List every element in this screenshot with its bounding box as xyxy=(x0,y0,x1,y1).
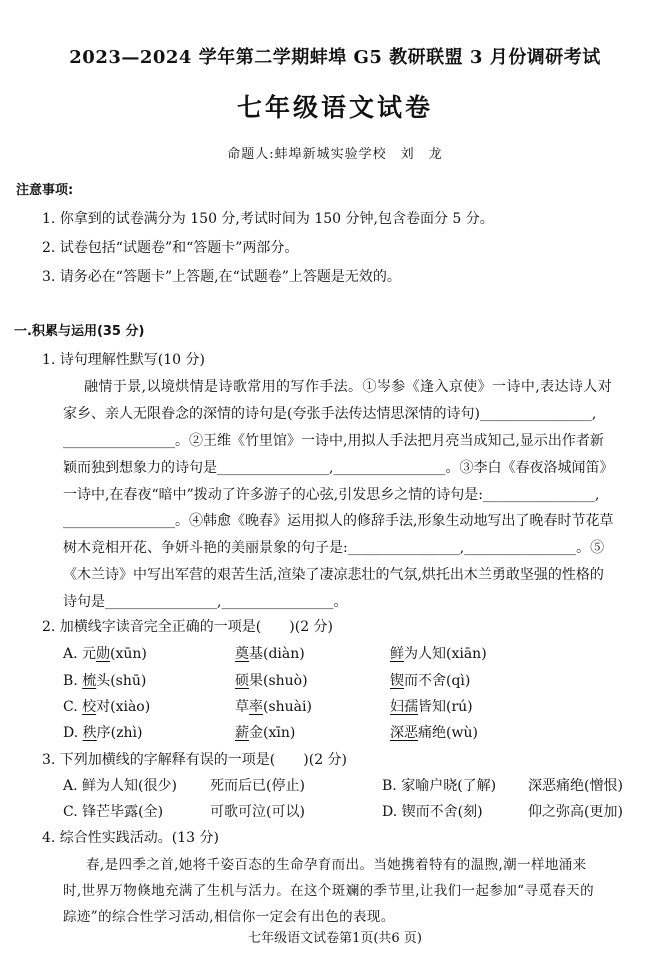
underlined-char: 奠 xyxy=(235,646,249,662)
underlined-char: 薪 xyxy=(235,725,249,741)
option-text-pre: 元 xyxy=(82,646,97,662)
option-text-post: 为人知(xiān) xyxy=(404,646,487,662)
option-text-post: 金(xīn) xyxy=(249,725,296,741)
q2-option-a-word3 xyxy=(390,645,487,663)
q1-line: 颖而独到想象力的诗句是________________,________________。③李白《春夜洛城闻笛》 xyxy=(63,460,614,476)
q1-line: 树木竞相开花、争妍斗艳的美丽景象的句子是:________________,________________。⑤ xyxy=(63,540,605,556)
q1-line: 一诗中,在春夜“暗中”拨动了许多游子的心弦,引发思乡之情的诗句是:________________, xyxy=(63,487,600,503)
q3-cell: D. 锲而不舍(刻) xyxy=(382,804,483,820)
underlined-char: 勋 xyxy=(96,646,111,662)
option-text-post: (xūn) xyxy=(110,646,147,662)
underlined-char: 锲 xyxy=(390,673,404,689)
option-text-post: 对(xiào) xyxy=(96,699,151,715)
q2-option-d-word3 xyxy=(390,724,478,742)
option-label: D. xyxy=(63,725,79,741)
q1-line: ________________。④韩愈《晚春》运用拟人的修辞手法,形象生动地写出了晚春时节花草 xyxy=(63,513,614,529)
underlined-char: 梳 xyxy=(82,673,97,689)
q2-option-c-word3 xyxy=(390,698,473,716)
q3-cell: A. 鲜为人知(很少) xyxy=(63,778,177,794)
q3-cell: 死而后已(停止) xyxy=(210,778,305,794)
q2-option-d xyxy=(63,724,142,742)
option-text-pre: 草 xyxy=(235,699,249,715)
option-text-post: 基(diàn) xyxy=(249,646,305,662)
q4-line: 春,是四季之首,她将千姿百态的生命孕育而出。当她携着特有的温煦,潮一样地涌来 xyxy=(86,857,587,873)
q1-line: 融情于景,以境烘情是诗歌常用的写作手法。①岑参《逢入京使》一诗中,表达诗人对 xyxy=(84,379,613,395)
q2-option-b-word3 xyxy=(390,672,470,690)
q2-option-b-word2 xyxy=(235,672,308,690)
q3-cell: 可歌可泣(可以) xyxy=(210,804,305,820)
underlined-char: 校 xyxy=(82,699,97,715)
underlined-char: 硕 xyxy=(235,673,249,689)
option-text-post: 皆知(rú) xyxy=(418,699,473,715)
notice-heading: 注意事项: xyxy=(16,183,74,198)
section-heading: 一.积累与运用(35 分) xyxy=(14,324,145,339)
question-3-title: 3. 下列加横线的字解释有误的一项是( )(2 分) xyxy=(42,752,348,768)
underlined-char: 鲜 xyxy=(390,646,404,662)
option-text-post: 而不舍(qì) xyxy=(404,673,471,689)
q2-option-a xyxy=(63,645,147,663)
page-footer: 七年级语文试卷第1页(共6 页) xyxy=(248,931,422,946)
question-1-title: 1. 诗句理解性默写(10 分) xyxy=(42,352,205,368)
underlined-char: 秩 xyxy=(82,725,97,741)
exam-title: 2023—2024 学年第二学期蚌埠 G5 教研联盟 3 月份调研考试 xyxy=(69,47,601,68)
q3-cell: C. 锋芒毕露(全) xyxy=(63,804,164,820)
notice-item: 2. 试卷包括“试题卷”和“答题卡”两部分。 xyxy=(42,240,299,256)
underlined-char: 深恶 xyxy=(390,725,418,741)
q3-cell: 仰之弥高(更加) xyxy=(528,804,623,820)
paper-subtitle: 七年级语文试卷 xyxy=(236,93,433,122)
q2-option-d-word2 xyxy=(235,724,295,742)
option-text-post: (shuài) xyxy=(263,699,312,715)
option-text-post: 果(shuò) xyxy=(249,673,308,689)
q1-line: 《木兰诗》中写出军营的艰苦生活,渲染了凄凉悲壮的气氛,烘托出木兰勇敢坚强的性格的 xyxy=(63,567,604,583)
q3-cell: B. 家喻户晓(了解) xyxy=(382,778,497,794)
underlined-char: 率 xyxy=(249,699,263,715)
q2-option-c-word2 xyxy=(235,698,312,716)
underlined-char: 妇孺 xyxy=(390,699,418,715)
option-text-post: 头(shū) xyxy=(96,673,147,689)
notice-item: 3. 请务必在“答题卡”上答题,在“试题卷”上答题是无效的。 xyxy=(42,269,401,285)
q3-cell: 深恶痛绝(憎恨) xyxy=(528,778,623,794)
author-line: 命题人:蚌埠新城实验学校 刘 龙 xyxy=(227,147,443,162)
q1-line: 家乡、亲人无限眷念的深情的诗句是(夸张手法传达情思深情的诗句)________________, xyxy=(63,406,597,422)
option-text-post: 序(zhì) xyxy=(96,725,143,741)
question-2-title: 2. 加横线字读音完全正确的一项是( )(2 分) xyxy=(42,619,334,635)
q2-option-c xyxy=(63,698,150,716)
option-text-post: 痛绝(wù) xyxy=(418,725,478,741)
q4-line: 时,世界万物倏地充满了生机与活力。在这个斑斓的季节里,让我们一起参加“寻觅春天的 xyxy=(63,883,594,899)
q1-line: ________________。②王维《竹里馆》一诗中,用拟人手法把月亮当成知己,显示出作者新 xyxy=(63,433,604,449)
option-label: A. xyxy=(63,646,78,662)
question-4-title: 4. 综合性实践活动。(13 分) xyxy=(42,830,219,846)
notice-item: 1. 你拿到的试卷满分为 150 分,考试时间为 150 分钟,包含卷面分 5 分。 xyxy=(42,211,494,227)
q4-line: 踪迹”的综合性学习活动,相信你一定会有出色的表现。 xyxy=(63,909,395,925)
q2-option-b xyxy=(63,672,146,690)
option-label: B. xyxy=(63,673,78,689)
q1-line: 诗句是________________,________________。 xyxy=(63,594,348,610)
q2-option-a-word2 xyxy=(235,645,305,663)
option-label: C. xyxy=(63,699,78,715)
